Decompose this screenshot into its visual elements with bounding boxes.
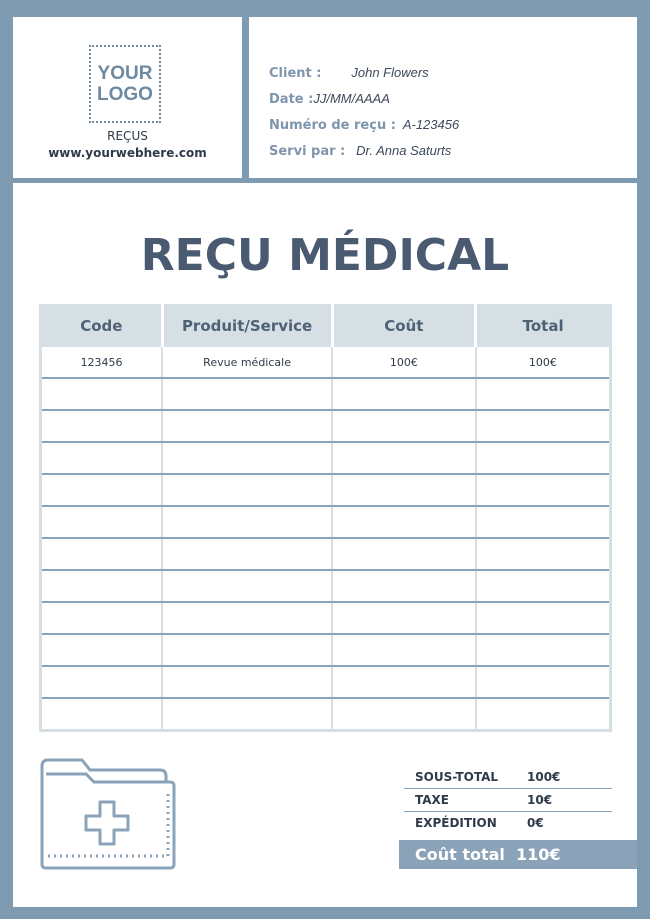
grand-total-value: 110€ xyxy=(516,845,561,864)
table-cell xyxy=(332,410,476,442)
receipt-info-panel xyxy=(249,17,637,178)
table-cell xyxy=(332,506,476,538)
table-row xyxy=(41,410,611,442)
shipping-label: EXPÉDITION xyxy=(415,816,497,830)
client-value: John Flowers xyxy=(351,65,429,80)
table-cell xyxy=(162,666,332,698)
table-cell xyxy=(162,378,332,410)
logo-placeholder xyxy=(89,45,161,123)
table-row xyxy=(41,506,611,538)
table-cell xyxy=(41,666,163,698)
date-row xyxy=(269,90,390,107)
table-cell xyxy=(41,474,163,506)
table-cell xyxy=(41,538,163,570)
table-cell: Revue médicale xyxy=(162,346,332,378)
table-cell xyxy=(332,634,476,666)
shipping-value: 0€ xyxy=(527,816,544,830)
table-cell xyxy=(476,538,611,570)
column-header-code: Code xyxy=(41,306,163,347)
table-row xyxy=(41,666,611,698)
grand-total-bar xyxy=(399,840,637,869)
logo-line-2: LOGO xyxy=(97,84,153,105)
table-cell xyxy=(162,538,332,570)
table-cell xyxy=(332,538,476,570)
table-cell xyxy=(41,570,163,602)
table-row xyxy=(41,474,611,506)
medical-folder-icon xyxy=(38,756,178,872)
table-cell xyxy=(41,634,163,666)
table-cell xyxy=(476,474,611,506)
table-cell xyxy=(162,570,332,602)
table-row xyxy=(41,634,611,666)
table-row xyxy=(41,378,611,410)
table-row xyxy=(41,346,611,378)
logo-line-1: YOUR xyxy=(97,63,153,84)
subtotal-row xyxy=(404,766,612,789)
table-cell xyxy=(476,698,611,731)
table-cell xyxy=(41,698,163,731)
grand-total-label: Coût total xyxy=(415,845,505,864)
served-by-row xyxy=(269,142,451,159)
table-cell: 100€ xyxy=(476,346,611,378)
table-cell xyxy=(476,410,611,442)
table-cell xyxy=(332,666,476,698)
table-cell xyxy=(332,442,476,474)
table-cell xyxy=(41,506,163,538)
table-header-row xyxy=(41,306,611,347)
date-label: Date : xyxy=(269,92,314,107)
column-header-product: Produit/Service xyxy=(162,306,332,347)
receipt-number-label: Numéro de reçu : xyxy=(269,118,396,133)
website-link[interactable]: www.yourwebhere.com xyxy=(48,146,207,160)
table-cell xyxy=(332,698,476,731)
table-row xyxy=(41,602,611,634)
table-cell: 123456 xyxy=(41,346,163,378)
shipping-row xyxy=(404,812,612,834)
table-cell: 100€ xyxy=(332,346,476,378)
tax-label: TAXE xyxy=(415,793,449,807)
table-cell xyxy=(162,474,332,506)
table-cell xyxy=(476,378,611,410)
logo-panel xyxy=(13,17,242,178)
table-cell xyxy=(476,666,611,698)
items-table xyxy=(39,304,612,732)
table-cell xyxy=(41,602,163,634)
logo-caption: REÇUS xyxy=(107,129,148,143)
tax-value: 10€ xyxy=(527,793,553,807)
table-cell xyxy=(332,474,476,506)
table-row xyxy=(41,570,611,602)
receipt-number-row xyxy=(269,116,459,133)
table-row xyxy=(41,698,611,731)
table-cell xyxy=(162,506,332,538)
table-cell xyxy=(41,442,163,474)
tax-row xyxy=(404,789,612,812)
table-cell xyxy=(162,602,332,634)
table-cell xyxy=(332,570,476,602)
column-header-cost: Coût xyxy=(332,306,476,347)
table-cell xyxy=(162,698,332,731)
table-cell xyxy=(162,634,332,666)
table-cell xyxy=(41,410,163,442)
table-cell xyxy=(476,602,611,634)
receipt-number-value: A-123456 xyxy=(402,117,460,132)
table-cell xyxy=(476,506,611,538)
served-by-label: Servi par : xyxy=(269,144,346,159)
table-cell xyxy=(476,442,611,474)
table-cell xyxy=(41,378,163,410)
table-cell xyxy=(162,442,332,474)
subtotal-label: SOUS-TOTAL xyxy=(415,770,499,784)
client-row xyxy=(269,64,429,81)
client-label: Client : xyxy=(269,66,322,81)
table-cell xyxy=(332,378,476,410)
served-by-value: Dr. Anna Saturts xyxy=(356,143,452,158)
subtotal-value: 100€ xyxy=(527,770,561,784)
table-cell xyxy=(162,410,332,442)
column-header-total: Total xyxy=(476,306,611,347)
table-cell xyxy=(332,602,476,634)
table-cell xyxy=(476,570,611,602)
table-row xyxy=(41,538,611,570)
table-row xyxy=(41,442,611,474)
totals-summary xyxy=(404,766,612,834)
page-title: REÇU MÉDICAL xyxy=(140,230,510,281)
date-value: JJ/MM/AAAA xyxy=(313,91,390,106)
table-cell xyxy=(476,634,611,666)
